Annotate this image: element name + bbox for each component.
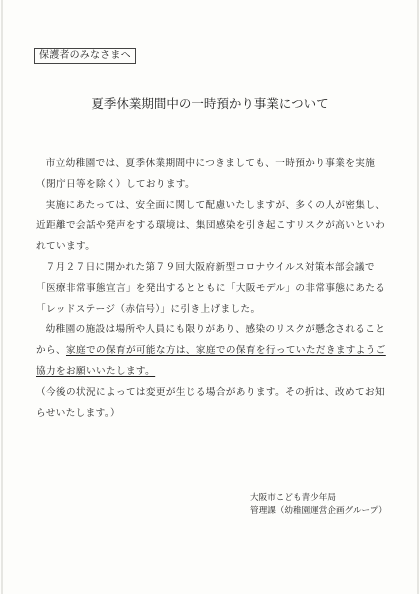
- paragraph-4-lead: 幼稚園の施設は場所や人員にも限りがあり、感染のリスクが懸念されることから、: [36, 324, 386, 357]
- scan-edge-right: [417, 0, 419, 594]
- notice-title: 夏季休業期間中の一時預かり事業について: [91, 96, 329, 111]
- recipient-label: 保護者のみなさまへ: [34, 48, 136, 64]
- scan-edge-left: [1, 0, 3, 594]
- paragraph-4: [36, 320, 386, 382]
- notice-body: [36, 154, 386, 424]
- paragraph-1: 市立幼稚園では、夏季休業期間中につきましても、一時預かり事業を実施（閉庁日等を除く）しております。: [36, 158, 376, 190]
- sender-org: 大阪市こども青少年局: [250, 493, 336, 503]
- sender-dept: 管理課（幼稚園運営企画グループ）: [250, 506, 387, 516]
- paragraph-4-underlined: 家庭での保育が可能な方は、家庭での保育を行っていただきますようご協力をお願いいたします。: [36, 345, 386, 377]
- paragraph-2: 実施にあたっては、安全面に関して配慮いたしますが、多くの人が密集し、近距離で会話や発声をする環境は、集団感染を引き起こすリスクが高いといわれています。: [36, 199, 386, 253]
- paragraph-3: ７月２７日に開かれた第７９回大阪府新型コロナウイルス対策本部会議で「医療非常事態宣言」を発出するとともに「大阪モデル」の非常事態にあたる「レッドステージ（赤信号）」に引き上げました。: [36, 261, 386, 315]
- sender-block: [250, 492, 410, 518]
- paragraph-5: （今後の状況によっては変更が生じる場合があります。その折は、改めてお知らせいたします。）: [36, 386, 386, 419]
